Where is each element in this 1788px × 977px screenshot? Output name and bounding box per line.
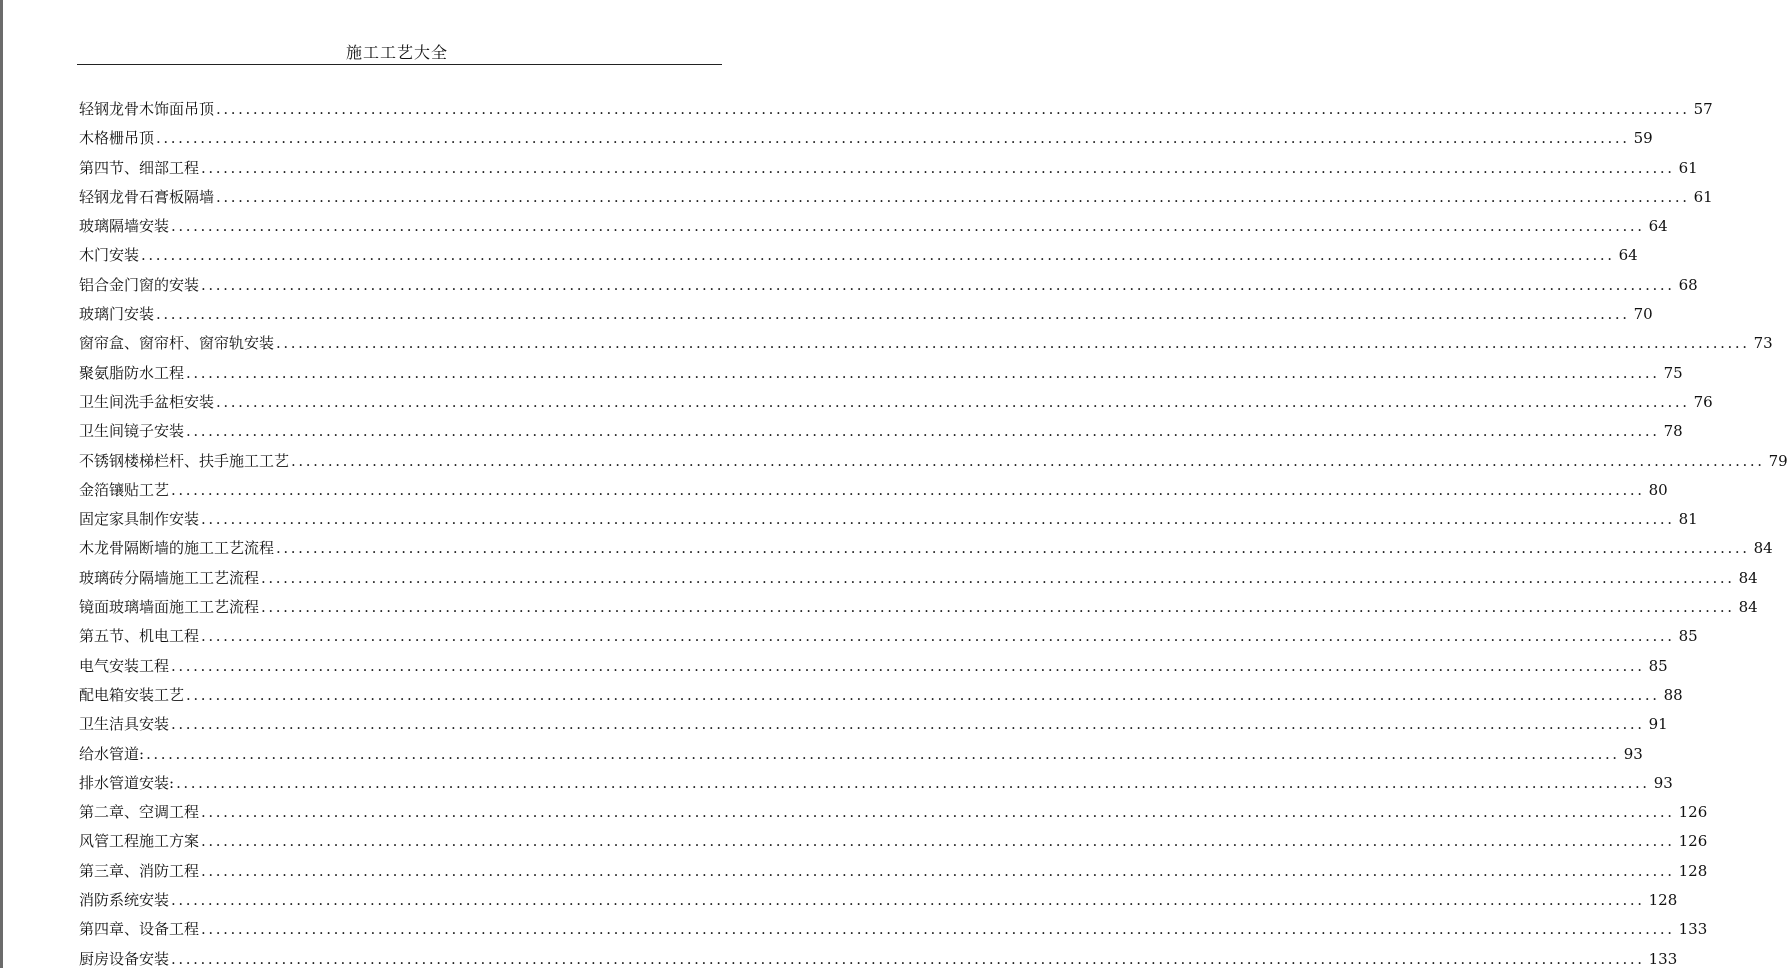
toc-entry-title[interactable]: 窗帘盒、窗帘杆、窗帘轨安装: [79, 334, 275, 353]
toc-entry[interactable]: [79, 479, 1668, 508]
toc-entry-title[interactable]: 第五节、机电工程: [79, 627, 200, 646]
toc-entry-title[interactable]: 木格栅吊顶: [79, 129, 155, 148]
toc-entry-page-number[interactable]: 126: [1678, 803, 1708, 822]
toc-dot-leader: ........................................................................................................................................................................................................: [156, 129, 1630, 148]
toc-dot-leader: ........................................................................................................................................................................................................: [171, 891, 1645, 910]
toc-entry-page-number[interactable]: 76: [1693, 392, 1713, 411]
toc-entry[interactable]: [79, 127, 1653, 156]
toc-entry-title[interactable]: 卫生洁具安装: [79, 715, 170, 734]
toc-dot-leader: ........................................................................................................................................................................................................: [201, 861, 1675, 880]
toc-entry-title[interactable]: 电气安装工程: [79, 656, 170, 675]
toc-dot-leader: ........................................................................................................................................................................................................: [186, 685, 1660, 704]
toc-dot-leader: ........................................................................................................................................................................................................: [171, 656, 1645, 675]
toc-entry[interactable]: [79, 391, 1713, 420]
toc-entry-title[interactable]: 消防系统安装: [79, 891, 170, 910]
toc-entry-page-number[interactable]: 126: [1678, 832, 1708, 851]
toc-entry-title[interactable]: 不锈钢楼梯栏杆、扶手施工工艺: [79, 451, 290, 470]
toc-entry-title[interactable]: 给水管道:: [79, 744, 145, 763]
toc-entry-page-number[interactable]: 57: [1693, 100, 1713, 118]
toc-entry[interactable]: [79, 420, 1683, 449]
toc-entry-page-number[interactable]: 68: [1678, 275, 1698, 294]
toc-entry[interactable]: [79, 713, 1668, 742]
toc-dot-leader: ........................................................................................................................................................................................................: [201, 803, 1675, 822]
toc-entry-title[interactable]: 玻璃门安装: [79, 305, 155, 324]
toc-entry-title[interactable]: 排水管道安装:: [79, 773, 175, 792]
toc-entry-page-number[interactable]: 81: [1678, 510, 1698, 529]
toc-entry-title[interactable]: 固定家具制作安装: [79, 510, 200, 529]
toc-entry-title[interactable]: 轻钢龙骨石膏板隔墙: [79, 187, 215, 206]
toc-dot-leader: ........................................................................................................................................................................................................: [201, 832, 1675, 851]
toc-entry-page-number[interactable]: 70: [1633, 305, 1653, 324]
toc-entry-page-number[interactable]: 75: [1663, 363, 1683, 382]
toc-entry-page-number[interactable]: 78: [1663, 422, 1683, 441]
toc-entry[interactable]: [79, 274, 1698, 303]
toc-dot-leader: ........................................................................................................................................................................................................: [216, 392, 1690, 411]
toc-dot-leader: ........................................................................................................................................................................................................: [216, 100, 1690, 118]
toc-entry-page-number[interactable]: 84: [1738, 598, 1758, 617]
toc-dot-leader: ........................................................................................................................................................................................................: [201, 510, 1675, 529]
toc-entry[interactable]: [79, 772, 1673, 801]
toc-entry-page-number[interactable]: 85: [1648, 656, 1668, 675]
toc-entry-title[interactable]: 配电箱安装工艺: [79, 685, 185, 704]
toc-entry-page-number[interactable]: 61: [1693, 187, 1713, 206]
toc-entry-page-number[interactable]: 61: [1678, 158, 1698, 177]
toc-entry-page-number[interactable]: 91: [1648, 715, 1668, 734]
toc-entry-page-number[interactable]: 128: [1678, 861, 1708, 880]
toc-entry-title[interactable]: 第四章、设备工程: [79, 920, 200, 939]
toc-entry[interactable]: [79, 186, 1713, 215]
toc-entry[interactable]: [79, 596, 1758, 625]
toc-entry[interactable]: [79, 743, 1643, 772]
toc-entry-title[interactable]: 金箔镶贴工艺: [79, 480, 170, 499]
toc-entry-page-number[interactable]: 80: [1648, 480, 1668, 499]
toc-entry[interactable]: [79, 889, 1678, 918]
toc-entry-title[interactable]: 第二章、空调工程: [79, 803, 200, 822]
toc-entry-page-number[interactable]: 93: [1623, 744, 1643, 763]
table-of-contents: [79, 98, 1788, 977]
toc-entry-title[interactable]: 第四节、细部工程: [79, 158, 200, 177]
toc-entry[interactable]: [79, 625, 1698, 654]
toc-dot-leader: ........................................................................................................................................................................................................: [171, 949, 1645, 968]
toc-entry[interactable]: [79, 332, 1773, 361]
toc-dot-leader: ........................................................................................................................................................................................................: [291, 451, 1765, 470]
toc-entry-title[interactable]: 镜面玻璃墙面施工工艺流程: [79, 598, 260, 617]
toc-entry-page-number[interactable]: 133: [1648, 949, 1678, 968]
toc-entry[interactable]: [79, 508, 1698, 537]
toc-entry-title[interactable]: 玻璃砖分隔墙施工工艺流程: [79, 568, 260, 587]
toc-entry-title[interactable]: 厨房设备安装: [79, 949, 170, 968]
toc-dot-leader: ........................................................................................................................................................................................................: [261, 568, 1735, 587]
toc-entry-title[interactable]: 轻钢龙骨木饰面吊顶: [79, 100, 215, 118]
toc-entry[interactable]: [79, 684, 1683, 713]
toc-entry-page-number[interactable]: 59: [1633, 129, 1653, 148]
toc-entry-page-number[interactable]: 88: [1663, 685, 1683, 704]
toc-dot-leader: ........................................................................................................................................................................................................: [201, 627, 1675, 646]
toc-entry[interactable]: [79, 98, 1713, 127]
toc-entry-page-number[interactable]: 64: [1648, 217, 1668, 236]
toc-dot-leader: ........................................................................................................................................................................................................: [186, 363, 1660, 382]
toc-entry[interactable]: [79, 948, 1678, 977]
toc-dot-leader: ........................................................................................................................................................................................................: [146, 744, 1620, 763]
toc-entry-page-number[interactable]: 79: [1768, 451, 1788, 470]
page-header-title: 施工工艺大全: [345, 43, 448, 62]
toc-entry-title[interactable]: 卫生间洗手盆柜安装: [79, 392, 215, 411]
toc-entry-title[interactable]: 聚氨脂防水工程: [79, 363, 185, 382]
toc-entry-page-number[interactable]: 133: [1678, 920, 1708, 939]
toc-dot-leader: ........................................................................................................................................................................................................: [171, 217, 1645, 236]
toc-entry[interactable]: [79, 244, 1638, 273]
toc-entry[interactable]: [79, 655, 1668, 684]
toc-dot-leader: ........................................................................................................................................................................................................: [176, 773, 1650, 792]
toc-dot-leader: ........................................................................................................................................................................................................: [201, 920, 1675, 939]
toc-entry[interactable]: [79, 537, 1773, 566]
toc-entry[interactable]: [79, 157, 1698, 186]
toc-entry[interactable]: [79, 303, 1653, 332]
toc-entry-page-number[interactable]: 85: [1678, 627, 1698, 646]
toc-entry-title[interactable]: 木龙骨隔断墙的施工工艺流程: [79, 539, 275, 558]
toc-dot-leader: ........................................................................................................................................................................................................: [276, 539, 1750, 558]
toc-entry[interactable]: [79, 860, 1708, 889]
toc-dot-leader: ........................................................................................................................................................................................................: [216, 187, 1690, 206]
toc-entry-page-number[interactable]: 84: [1738, 568, 1758, 587]
header-divider: [77, 64, 722, 65]
toc-entry-page-number[interactable]: 93: [1653, 773, 1673, 792]
toc-entry[interactable]: [79, 918, 1708, 947]
toc-entry-title[interactable]: 铝合金门窗的安装: [79, 275, 200, 294]
toc-entry-page-number[interactable]: 64: [1618, 246, 1638, 265]
toc-entry[interactable]: [79, 801, 1708, 830]
toc-entry[interactable]: [79, 362, 1683, 391]
toc-entry-page-number[interactable]: 84: [1753, 539, 1773, 558]
toc-dot-leader: ........................................................................................................................................................................................................: [171, 480, 1645, 499]
toc-dot-leader: ........................................................................................................................................................................................................: [186, 422, 1660, 441]
toc-entry[interactable]: [79, 450, 1788, 479]
toc-dot-leader: ........................................................................................................................................................................................................: [276, 334, 1750, 353]
toc-dot-leader: ........................................................................................................................................................................................................: [201, 275, 1675, 294]
toc-entry-title[interactable]: 第三章、消防工程: [79, 861, 200, 880]
toc-dot-leader: ........................................................................................................................................................................................................: [171, 715, 1645, 734]
toc-dot-leader: ........................................................................................................................................................................................................: [261, 598, 1735, 617]
toc-dot-leader: ........................................................................................................................................................................................................: [156, 305, 1630, 324]
toc-entry-title[interactable]: 木门安装: [79, 246, 140, 265]
toc-dot-leader: ........................................................................................................................................................................................................: [201, 158, 1675, 177]
toc-entry-page-number[interactable]: 128: [1648, 891, 1678, 910]
toc-dot-leader: ........................................................................................................................................................................................................: [141, 246, 1615, 265]
page-left-edge: [0, 0, 3, 968]
toc-entry-title[interactable]: 玻璃隔墙安装: [79, 217, 170, 236]
toc-entry[interactable]: [79, 567, 1758, 596]
toc-entry[interactable]: [79, 830, 1708, 859]
toc-entry[interactable]: [79, 215, 1668, 244]
toc-entry-page-number[interactable]: 73: [1753, 334, 1773, 353]
toc-entry-title[interactable]: 卫生间镜子安装: [79, 422, 185, 441]
toc-entry-title[interactable]: 风管工程施工方案: [79, 832, 200, 851]
